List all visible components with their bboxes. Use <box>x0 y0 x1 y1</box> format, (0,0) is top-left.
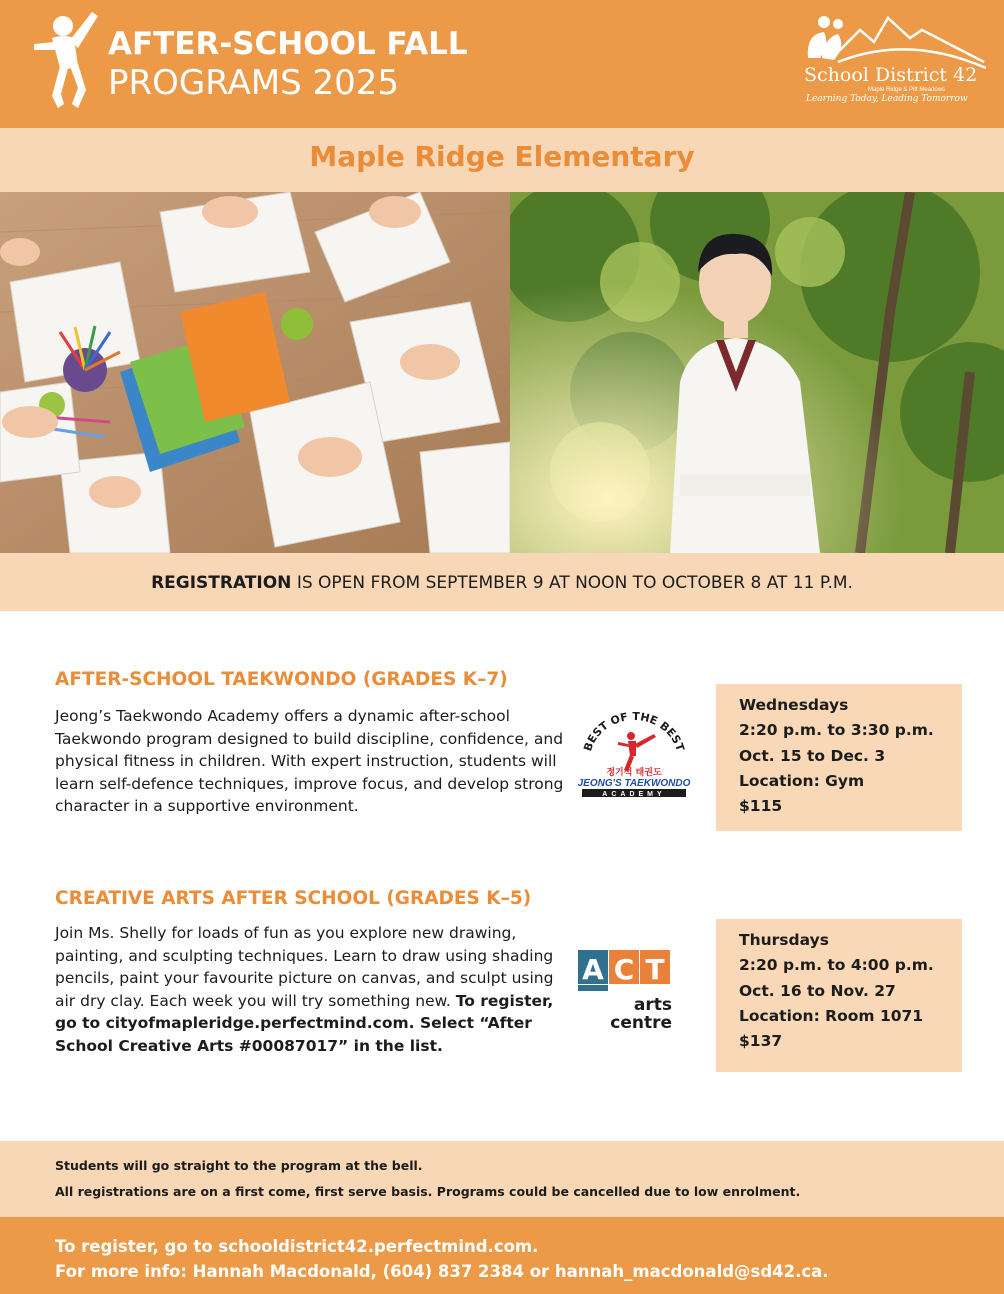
taekwondo-program-title: AFTER-SCHOOL TAEKWONDO (GRADES K–7) <box>55 669 508 690</box>
schedule-dates: Oct. 16 to Nov. 27 <box>739 981 896 1000</box>
schedule-time: 2:20 p.m. to 3:30 p.m. <box>739 721 934 740</box>
taekwondo-description-text: Jeong’s Taekwondo Academy offers a dynamic after-school Taekwondo program designed to build discipline, confidence, and physical fitness in children. With expert instruction, students will learn self-defence techniques, improve focus, and develop strong character in a supportive environment. <box>55 707 564 815</box>
logo-academy-name: JEONG'S TAEKWONDO <box>578 778 690 789</box>
drawing-activity-photo <box>0 192 510 553</box>
program-title-line2: PROGRAMS 2025 <box>108 63 399 103</box>
logo-academy-sub: ACADEMY <box>602 791 666 798</box>
district-name: School District 42 <box>804 64 978 86</box>
creative-arts-schedule-box <box>716 919 962 1072</box>
act-word-arts: arts <box>633 995 672 1015</box>
school-district-logo <box>798 8 988 118</box>
footer-band <box>0 1217 1004 1294</box>
taekwondo-program-description <box>55 705 565 818</box>
act-arts-centre-logo <box>576 948 676 1034</box>
header-banner <box>0 0 1004 128</box>
logo-korean-text: 정기석 태권도 <box>606 768 662 778</box>
schedule-location: Location: Gym <box>739 771 865 790</box>
schedule-location: Location: Room 1071 <box>739 1006 924 1025</box>
district-subtitle: Maple Ridge & Pitt Meadows <box>868 87 946 93</box>
kicking-figure-icon <box>618 732 656 772</box>
schedule-price: $137 <box>739 1032 783 1051</box>
note-bell: Students will go straight to the program at the bell. <box>55 1158 423 1173</box>
act-letter-t: T <box>645 953 665 986</box>
district-mountain-icon <box>798 8 988 70</box>
registration-band <box>0 553 1004 611</box>
act-letter-a: A <box>582 953 604 986</box>
creative-arts-program-title: CREATIVE ARTS AFTER SCHOOL (GRADES K–5) <box>55 888 532 909</box>
act-word-centre: centre <box>610 1013 672 1033</box>
schedule-day: Wednesdays <box>739 696 849 714</box>
schedule-price: $115 <box>739 797 783 816</box>
creative-arts-registration-link[interactable]: To register, go to cityofmapleridge.perfectmind.com. Select “After School Creative Arts #00087017” in the list. <box>55 991 554 1055</box>
footer-register-link[interactable]: To register, go to schooldistrict42.perfectmind.com. <box>55 1237 539 1256</box>
jeongs-taekwondo-logo <box>578 712 690 798</box>
registration-dates: IS OPEN FROM SEPTEMBER 9 AT NOON TO OCTOBER 8 AT 11 P.M. <box>291 573 853 593</box>
note-first-come: All registrations are on a first come, first serve basis. Programs could be cancelled due to low enrolment. <box>55 1184 801 1199</box>
jumping-child-icon <box>30 4 102 112</box>
footer-contact-info[interactable]: For more info: Hannah Macdonald, (604) 837 2384 or hannah_macdonald@sd42.ca. <box>55 1262 829 1281</box>
registration-notice <box>151 573 853 593</box>
schedule-day: Thursdays <box>739 931 829 949</box>
creative-arts-description-text: Join Ms. Shelly for loads of fun as you explore new drawing, painting, and sculpting techniques. Learn to draw using shading pencils, paint your favourite picture on canvas, and sculpt using air dry clay. Each week you will try something new. <box>55 924 554 1010</box>
district-tagline: Learning Today, Leading Tomorrow <box>806 94 968 104</box>
act-letter-c: C <box>613 953 635 986</box>
notes-band <box>0 1141 1004 1217</box>
school-name: Maple Ridge Elementary <box>309 140 695 173</box>
schedule-dates: Oct. 15 to Dec. 3 <box>739 746 886 765</box>
taekwondo-child-photo <box>510 192 1004 553</box>
logo-top-text: BEST OF THE BEST <box>581 712 687 753</box>
creative-arts-program-description <box>55 922 565 1057</box>
program-title-line1: AFTER-SCHOOL FALL <box>108 26 468 62</box>
taekwondo-schedule-box <box>716 684 962 831</box>
schedule-time: 2:20 p.m. to 4:00 p.m. <box>739 956 934 975</box>
registration-label: REGISTRATION <box>151 573 292 593</box>
school-band <box>0 128 1004 192</box>
